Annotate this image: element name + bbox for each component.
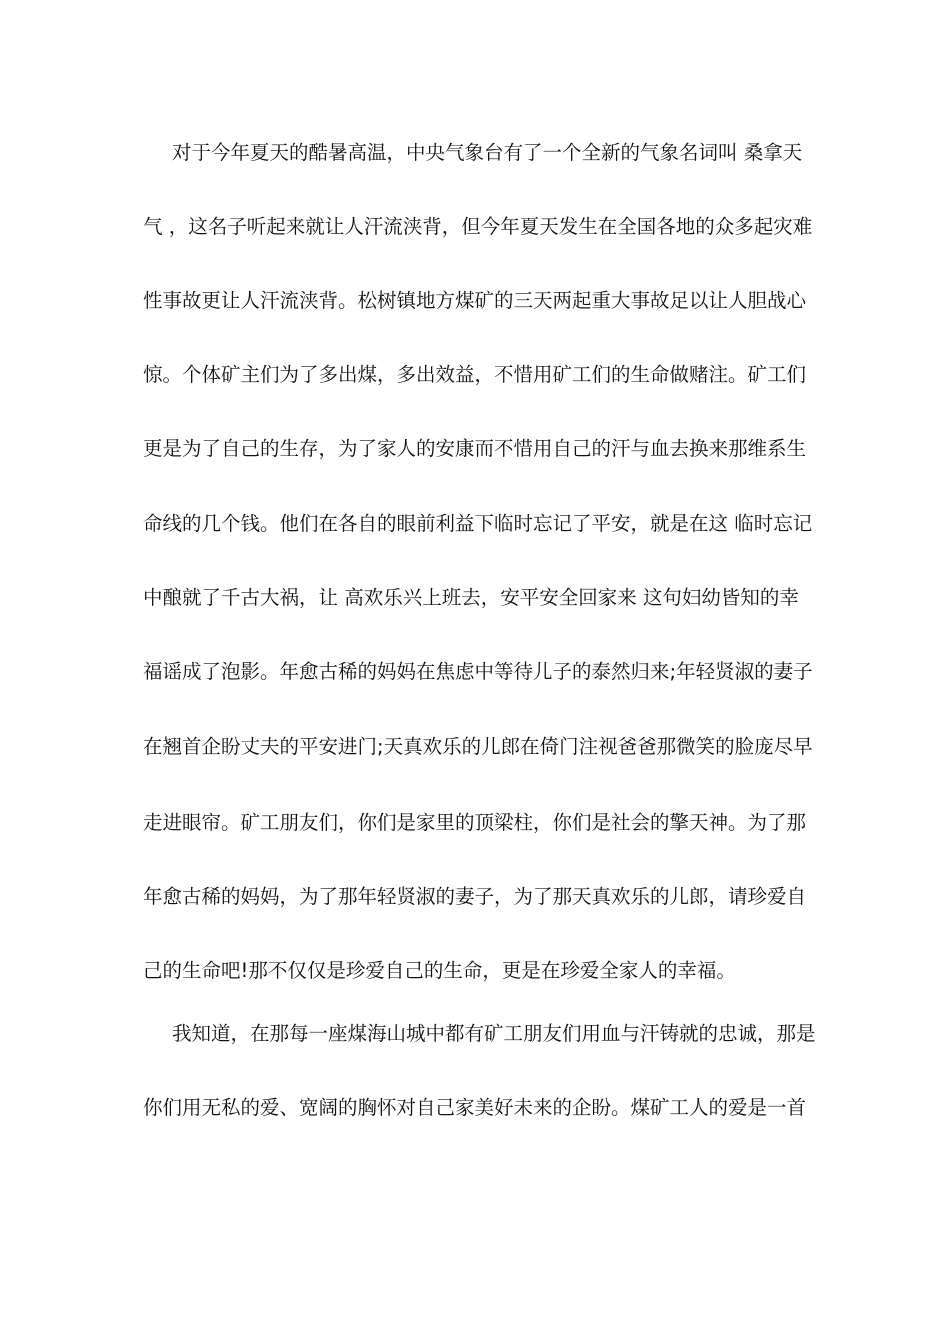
paragraph-1-line-1: 对于今年夏天的酷暑高温，中央气象台有了一个全新的气象名词叫 桑拿天 — [172, 141, 803, 164]
paragraph-1-line-7: 中酿就了千古大祸，让 高欢乐兴上班去，安平安全回家来 这句妇幼皆知的幸 — [143, 586, 799, 609]
paragraph-1-line-5: 更是为了自己的生存，为了家人的安康而不惜用自己的汗与血去换来那维系生 — [143, 437, 807, 460]
paragraph-1-line-12: 己的生命吧!那不仅仅是珍爱自己的生命，更是在珍爱全家人的幸福。 — [143, 959, 736, 982]
paragraph-1-line-6: 命线的几个钱。他们在各自的眼前利益下临时忘记了平安，就是在这 临时忘记 — [143, 512, 813, 535]
paragraph-1-line-4: 惊。个体矿主们为了多出煤，多出效益，不惜用矿工们的生命做赌注。矿工们 — [143, 363, 807, 386]
paragraph-1-line-11: 年愈古稀的妈妈，为了那年轻贤淑的妻子，为了那天真欢乐的儿郎，请珍爱自 — [143, 885, 807, 908]
paragraph-1-line-2: 气 ，这名子听起来就让人汗流浃背，但今年夏天发生在全国各地的众多起灾难 — [143, 215, 813, 238]
paragraph-1-line-8: 福谣成了泡影。年愈古稀的妈妈在焦虑中等待儿子的泰然归来;年轻贤淑的妻子 — [143, 660, 813, 683]
paragraph-1-line-10: 走进眼帘。矿工朋友们，你们是家里的顶梁柱，你们是社会的擎天神。为了那 — [143, 811, 807, 834]
paragraph-1-line-9: 在翘首企盼丈夫的平安进门;天真欢乐的儿郎在倚门注视爸爸那微笑的脸庞尽早 — [143, 735, 813, 758]
paragraph-2-line-2: 你们用无私的爱、宽阔的胸怀对自己家美好未来的企盼。煤矿工人的爱是一首 — [143, 1096, 807, 1119]
paragraph-1-line-3: 性事故更让人汗流浃背。松树镇地方煤矿的三天两起重大事故足以让人胆战心 — [143, 289, 807, 312]
paragraph-2-line-1: 我知道，在那每一座煤海山城中都有矿工朋友们用血与汗铸就的忠诚，那是 — [172, 1022, 816, 1045]
